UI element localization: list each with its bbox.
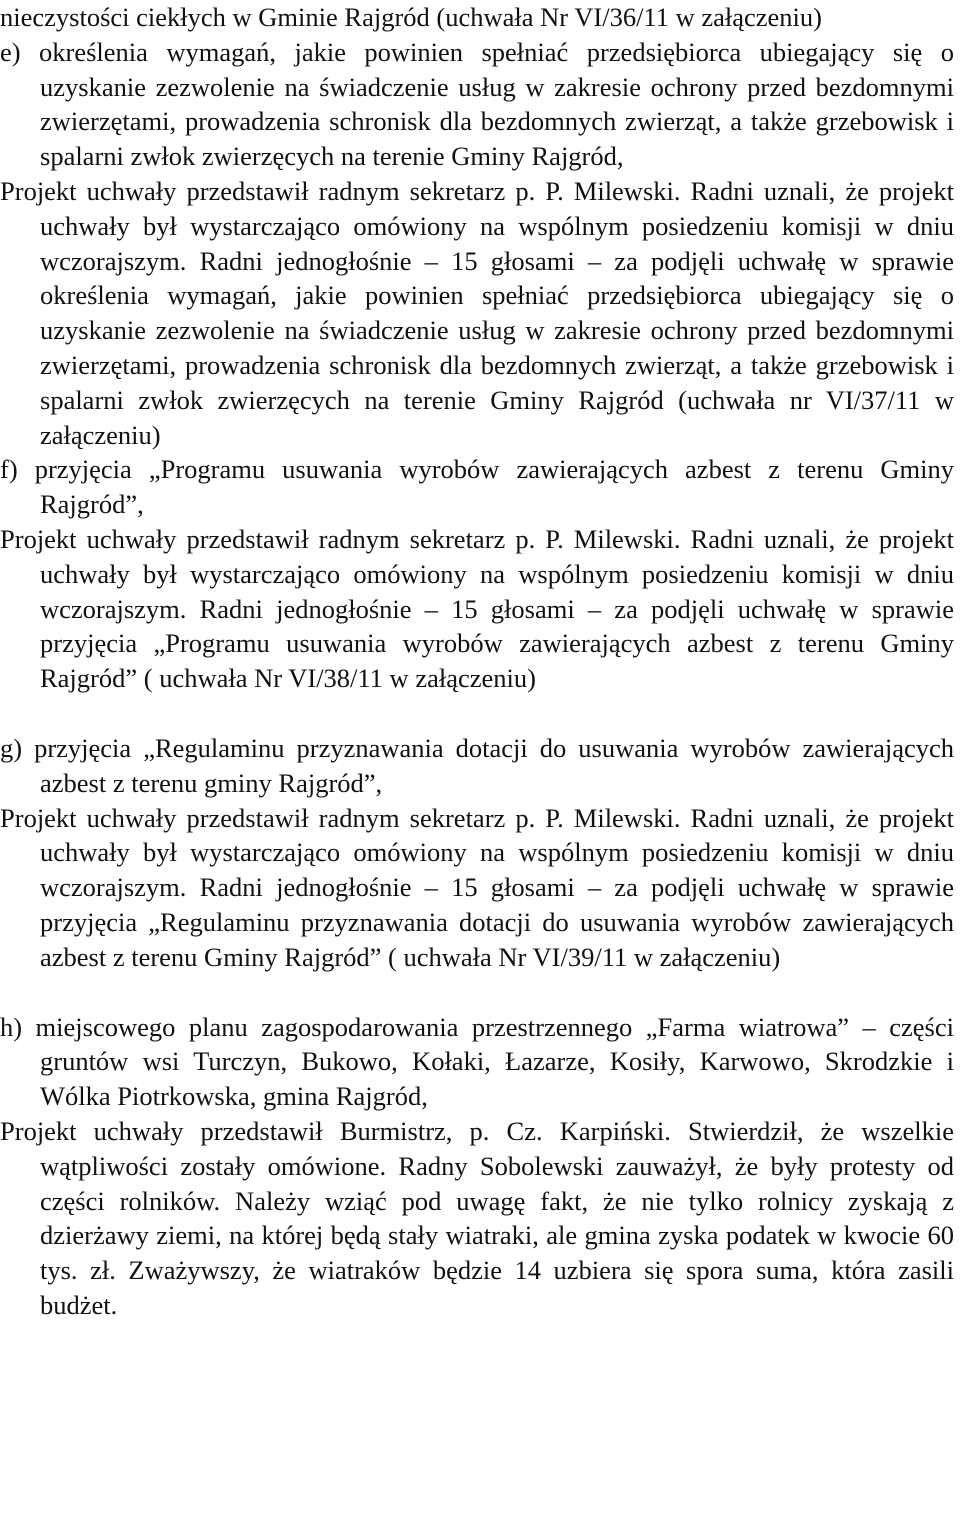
- paragraph-resolution-g: Projekt uchwały przedstawił radnym sekretarz p. P. Milewski. Radni uznali, że projekt uchwały był wystarczająco omówiony na wspólnym posiedzeniu komisji w dniu wczorajszym. Radni jednogłośnie – 15 głosami – za podjęli uchwałę w sprawie przyjęcia „Regulaminu przyznawania dotacji do usuwania wyrobów zawierających azbest z terenu Gminy Rajgród” ( uchwała Nr VI/39/11 w załączeniu): [0, 802, 954, 972]
- paragraph-item-e: e) określenia wymagań, jakie powinien spełniać przedsiębiorca ubiegający się o uzyskanie zezwolenie na świadczenie usług w zakresie ochrony przed bezdomnymi zwierzętami, prowadzenia schronisk dla bezdomnych zwierząt, a także grzebowisk i spalarni zwłok zwierzęcych na terenie Gminy Rajgród,: [0, 36, 954, 172]
- paragraph-item-d-continuation: nieczystości ciekłych w Gminie Rajgród (uchwała Nr VI/36/11 w załączeniu): [0, 2, 822, 32]
- paragraph-item-f: f) przyjęcia „Programu usuwania wyrobów zawierających azbest z terenu Gminy Rajgród”,: [0, 454, 954, 520]
- paragraph-item-g: g) przyjęcia „Regulaminu przyznawania dotacji do usuwania wyrobów zawierających azbest z terenu gminy Rajgród”,: [0, 732, 954, 798]
- paragraph-resolution-f: Projekt uchwały przedstawił radnym sekretarz p. P. Milewski. Radni uznali, że projekt uchwały był wystarczająco omówiony na wspólnym posiedzeniu komisji w dniu wczorajszym. Radni jednogłośnie – 15 głosami – za podjęli uchwałę w sprawie przyjęcia „Programu usuwania wyrobów zawierających azbest z terenu Gminy Rajgród” ( uchwała Nr VI/38/11 w załączeniu): [0, 523, 954, 694]
- paragraph-item-h: h) miejscowego planu zagospodarowania przestrzennego „Farma wiatrowa” – części gruntów wsi Turczyn, Bukowo, Kołaki, Łazarze, Kosiły, Karwowo, Skrodzkie i Wólka Piotrkowska, gmina Rajgród,: [0, 1011, 954, 1112]
- paragraph-spacer: [0, 696, 960, 731]
- paragraph-resolution-e: Projekt uchwały przedstawił radnym sekretarz p. P. Milewski. Radni uznali, że projekt uchwały był wystarczająco omówiony na wspólnym posiedzeniu komisji w dniu wczorajszym. Radni jednogłośnie – 15 głosami – za podjęli uchwałę w sprawie określenia wymagań, jakie powinien spełniać przedsiębiorca ubiegający się o uzyskanie zezwolenie na świadczenie usług w zakresie ochrony przed bezdomnymi zwierzętami, prowadzenia schronisk dla bezdomnych zwierząt, a także grzebowisk i spalarni zwłok zwierzęcych na terenie Gminy Rajgród (uchwała nr VI/37/11 w załączeniu): [0, 175, 954, 450]
- paragraph-spacer: [0, 975, 960, 1010]
- paragraph-discussion-h: Projekt uchwały przedstawił Burmistrz, p. Cz. Karpiński. Stwierdził, że wszelkie wątpliwości zostały omówione. Radny Sobolewski zauważył, że były protesty od części rolników. Należy wziąć pod uwagę fakt, że nie tylko rolnicy zyskają z dzierżawy ziemi, na której będą stały wiatraki, ale gmina zyska podatek w kwocie 60 tys. zł. Zważywszy, że wiatraków będzie 14 uzbiera się spora suma, która zasili budżet.: [0, 1115, 954, 1320]
